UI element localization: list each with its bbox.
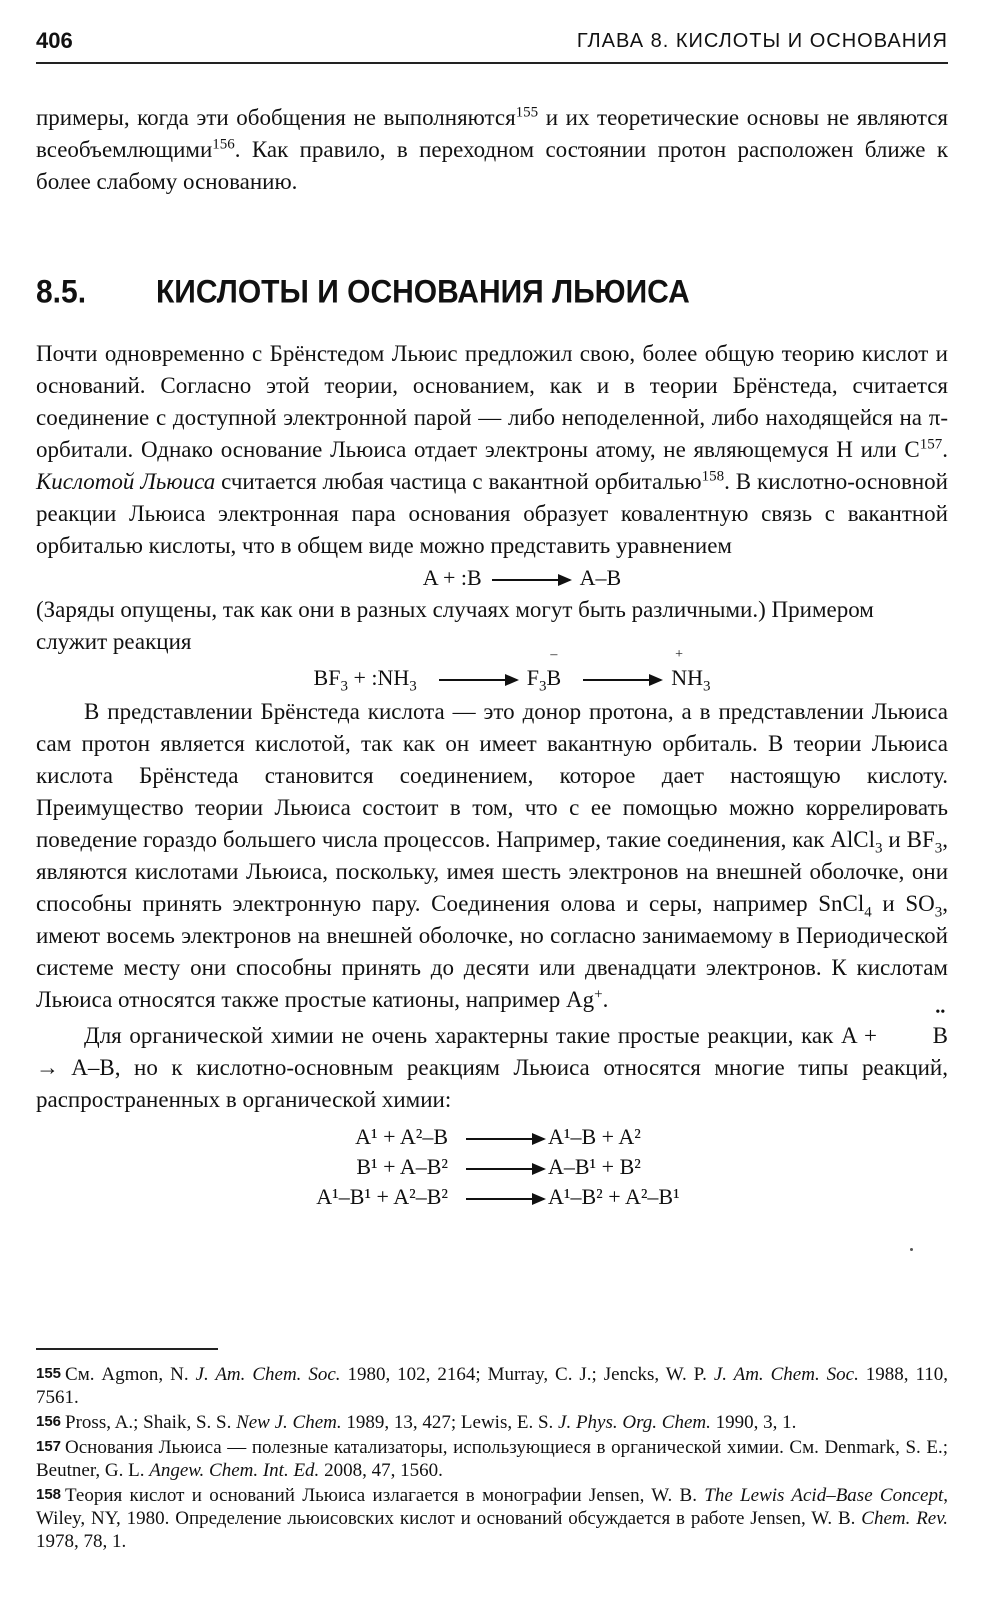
reaction-arrow <box>466 1168 544 1170</box>
section-title: КИСЛОТЫ И ОСНОВАНИЯ ЛЬЮИСА <box>156 274 690 311</box>
term-lewis-acid: Кислотой Льюиса <box>36 469 216 494</box>
book-page <box>36 22 949 1552</box>
footnote-ref-157[interactable]: 157 <box>919 436 943 453</box>
reaction-arrow <box>492 579 570 581</box>
footnote-ref-158[interactable]: 158 <box>701 468 725 485</box>
paragraph-lewis-theory: Почти одновременно с Брёнстедом Льюис предложил свою, более общую теорию кислот и оснований. Согласно этой теории, основанием, как и в теории Брёнстеда, считается соединение с доступной электронной парой — либо неподеленной, либо находящейся на π-орбитали. Однако основание Льюиса отдает электроны атому, не являющемуся H или $C^{157}$. Кислотой Льюиса считается любая частица с вакантной орбиталью$^{158}$. В кислотно-основной реакции Льюиса электронная пара основания образует ковалентную связь с вакантной орбиталью кислоты, что в общем виде можно представить уравнением <box>36 341 948 558</box>
paragraph-bronsted-vs-lewis: В представлении Брёнстеда кислота — это донор протона, а в представлении Льюиса сам протон является кислотой, так как он имеет вакантную орбиталь. В теории Льюиса кислота Брёнстеда становится соединением, которое дает настоящую кислоту. Преимущество теории Льюиса состоит в том, что с ее помощью можно коррелировать поведение гораздо большего числа процессов. Например, такие соединения, как AlCl$_3$ и $BF_3$, являются кислотами Льюиса, поскольку, имея шесть электронов на внешней оболочке, они способны принять электронную пару. Соединения олова и серы, например SnCl$_4$ и $SO_3$, имеют восемь электронов на внешней оболочке, но согласно занимаемому в Периодической системе месту они способны принять до десяти или двенадцати электронов. К кислотам Льюиса относятся также простые катионы, например Ag+. <box>36 699 948 1012</box>
reaction-row: B¹ + A–B² A–B¹ + B² <box>356 1154 641 1179</box>
page-number: 406 <box>36 28 73 53</box>
footnote-156: 156 Pross, A.; Shaik, S. S. New J. Chem. 1989, 13, 427; Lewis, E. S. J. Phys. Org. Chem. 1990, 3, 1. <box>36 1412 797 1433</box>
footnote-157: 157 Основания Льюиса — полезные катализаторы, использующиеся в органической химии. См. Denmark, S. E.; Beutner, G. L. Angew. Chem. Int. Ed. 2008, 47, 1560. <box>36 1437 948 1481</box>
reaction-list <box>36 1122 948 1212</box>
running-header <box>36 22 948 64</box>
footnote-ref-155[interactable]: 155 <box>515 104 539 121</box>
equation-bf3-nh3: $BF_3$ + $:NH_3$ $F_3$ – B + $NH_3$ <box>313 647 711 695</box>
paragraph-example-intro: (Заряды опущены, так как они в разных случаях могут быть различными.) Примером служит реакция <box>36 597 874 654</box>
intro-paragraph: примеры, когда эти обобщения не выполняются$^{155}$ и их теоретические основы не являются всеобъемлющими$^{156}$. Как правило, в переходном состоянии протон расположен ближе к более слабому основанию. <box>36 104 948 194</box>
reaction-arrow <box>439 679 517 681</box>
scan-speck <box>910 1248 913 1251</box>
chapter-title: ГЛАВА 8. КИСЛОТЫ И ОСНОВАНИЯ <box>576 30 948 52</box>
positive-charge: + <box>675 647 684 662</box>
footnote-158: 158 Теория кислот и оснований Льюиса излагается в монографии Jensen, W. B. The Lewis Acid–Base Concept, Wiley, NY, 1980. Определение льюисовских кислот и оснований обсуждается в работе Jensen, W. B. Chem. Rev. 1978, 78, 1. <box>36 1485 949 1552</box>
reaction-row: A¹–B¹ + A²–B² A¹–B² + A²–B¹ <box>316 1184 680 1209</box>
negative-charge: – <box>550 647 558 662</box>
reaction-arrow <box>466 1198 544 1200</box>
reaction-row: A¹ + A²–B A¹–B + A² <box>355 1124 641 1149</box>
section-body <box>36 338 948 1212</box>
paragraph-organic-reactions: Для органической химии не очень характерны такие простые реакции, как A + •• B → A–B, но к кислотно-основным реакциям Льюиса относятся многие типы реакций, распространенных в органической химии: <box>36 1005 948 1112</box>
footnotes <box>36 1362 948 1554</box>
section-heading <box>36 268 948 322</box>
section-number: 8.5. <box>36 274 87 311</box>
reaction-arrow <box>466 1138 544 1140</box>
footnote-155: 155 См. Agmon, N. J. Am. Chem. Soc. 1980, 102, 2164; Murray, C. J.; Jencks, W. P. J. Am. Chem. Soc. 1988, 110, 7561. <box>36 1364 949 1408</box>
reaction-arrow <box>583 679 661 681</box>
footnote-rule <box>36 1348 218 1350</box>
equation-general: A + :B A–B <box>422 565 622 590</box>
footnote-ref-156[interactable]: 156 <box>212 136 235 153</box>
